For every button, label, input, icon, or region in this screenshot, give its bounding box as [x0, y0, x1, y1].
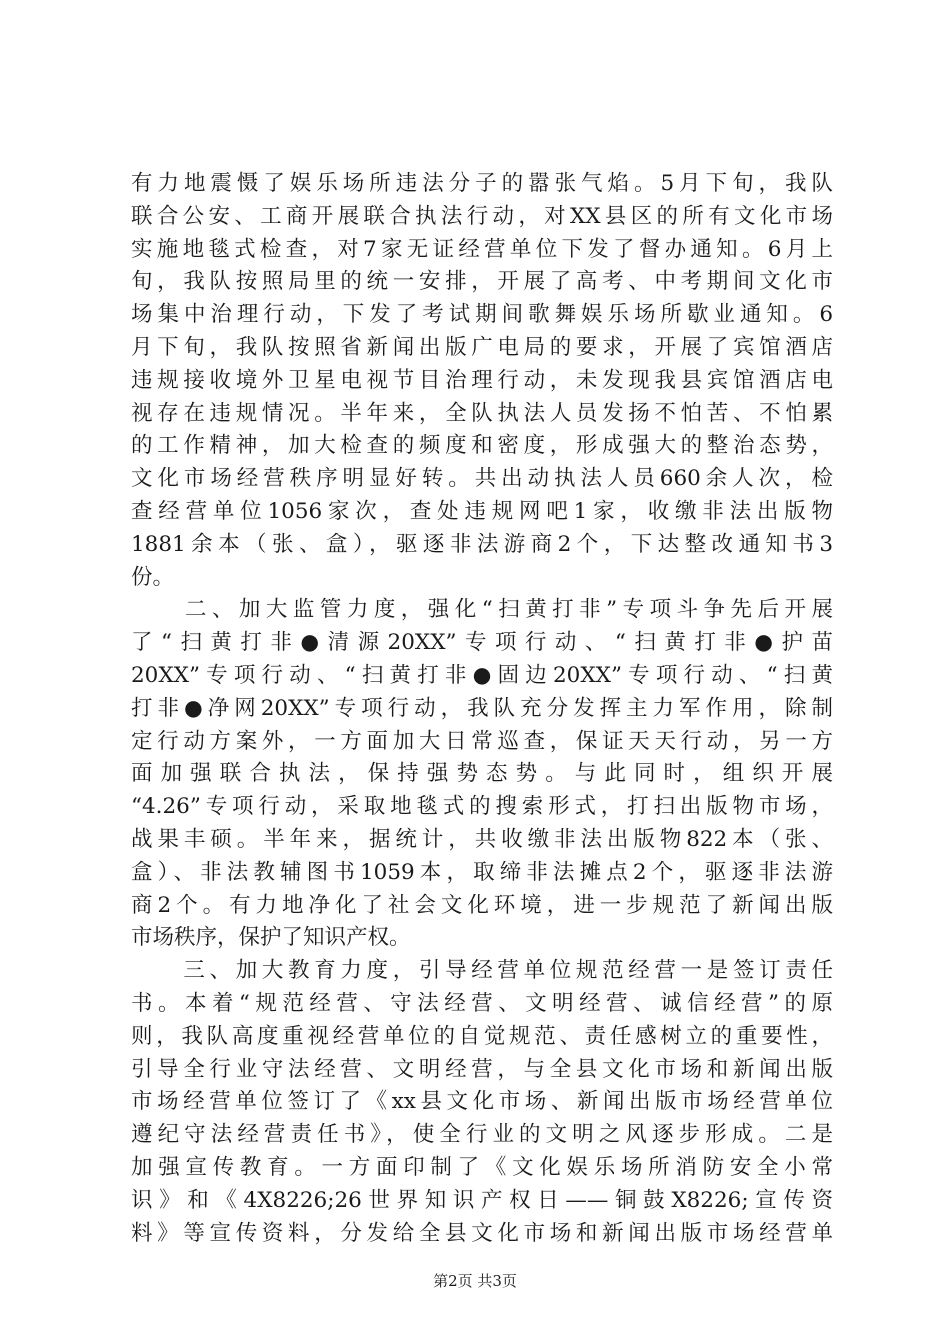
text-line: 视存在违规情况。半年来，全队执法人员发扬不怕苦、不怕累 — [131, 400, 833, 426]
text-line: 了“扫黄打非●清源20XX”专项行动、“扫黄打非●护苗 — [131, 630, 833, 656]
text-line: 月下旬，我队按照省新闻出版广电局的要求，开展了宾馆酒店 — [131, 334, 833, 360]
text-line: 二、加大监管力度，强化“扫黄打非”专项斗争先后开展 — [131, 597, 833, 623]
text-line: 料》等宣传资料，分发给全县文化市场和新闻出版市场经营单 — [131, 1220, 833, 1246]
text-line: 市场秩序，保护了知识产权。 — [131, 925, 411, 951]
text-line: 商2个。有力地净化了社会文化环境，进一步规范了新闻出版 — [131, 892, 833, 918]
text-line: 场集中治理行动，下发了考试期间歌舞娱乐场所歇业通知。6 — [131, 302, 833, 328]
text-line: 定行动方案外，一方面加大日常巡查，保证天天行动，另一方 — [131, 728, 833, 754]
text-line: “4.26”专项行动，采取地毯式的搜索形式，打扫出版物市场， — [131, 794, 833, 820]
text-line: 面加强联合执法，保持强势态势。与此同时，组织开展 — [131, 761, 833, 787]
text-line: 联合公安、工商开展联合执法行动，对XX县区的所有文化市场 — [131, 203, 833, 229]
text-line: 实施地毯式检查，对7家无证经营单位下发了督办通知。6月上 — [131, 236, 833, 262]
document-body — [131, 168, 833, 1250]
text-line: 旬，我队按照局里的统一安排，开展了高考、中考期间文化市 — [131, 269, 833, 295]
text-line: 战果丰硕。半年来，据统计，共收缴非法出版物822本（张、 — [131, 826, 833, 852]
text-line: 查经营单位1056家次，查处违规网吧1家，收缴非法出版物 — [131, 498, 833, 524]
text-line: 则，我队高度重视经营单位的自觉规范、责任感树立的重要性， — [131, 1023, 833, 1049]
page-footer: 第2页 共3页 — [433, 1272, 517, 1290]
text-line: 遵纪守法经营责任书》，使全行业的文明之风逐步形成。二是 — [131, 1122, 833, 1148]
text-line: 违规接收境外卫星电视节目治理行动，未发现我县宾馆酒店电 — [131, 367, 833, 393]
text-line: 三、加大教育力度，引导经营单位规范经营一是签订责任 — [131, 958, 833, 984]
text-line: 的工作精神，加大检查的频度和密度，形成强大的整治态势， — [131, 433, 833, 459]
text-line: 市场经营单位签订了《xx县文化市场、新闻出版市场经营单位 — [131, 1089, 833, 1115]
text-line: 书。本着“规范经营、守法经营、文明经营、诚信经营”的原 — [131, 990, 833, 1016]
text-line: 文化市场经营秩序明显好转。共出动执法人员660余人次，检 — [131, 466, 833, 492]
text-line: 盒）、非法教辅图书1059本，取缔非法摊点2个，驱逐非法游 — [131, 859, 833, 885]
text-line: 引导全行业守法经营、文明经营，与全县文化市场和新闻出版 — [131, 1056, 833, 1082]
text-line: 1881余本（张、盒），驱逐非法游商2个，下达整改通知书3 — [131, 531, 833, 557]
text-line: 识》和《4X8226;26世界知识产权日——铜鼓X8226;宣传资 — [131, 1187, 833, 1213]
text-line: 打非●净网20XX”专项行动，我队充分发挥主力军作用，除制 — [131, 695, 833, 721]
text-line: 份。 — [131, 564, 175, 590]
text-line: 20XX”专项行动、“扫黄打非●固边20XX”专项行动、“扫黄 — [131, 662, 833, 688]
text-line: 加强宣传教育。一方面印制了《文化娱乐场所消防安全小常 — [131, 1154, 833, 1180]
text-line: 有力地震慑了娱乐场所违法分子的嚣张气焰。5月下旬，我队 — [131, 171, 833, 196]
